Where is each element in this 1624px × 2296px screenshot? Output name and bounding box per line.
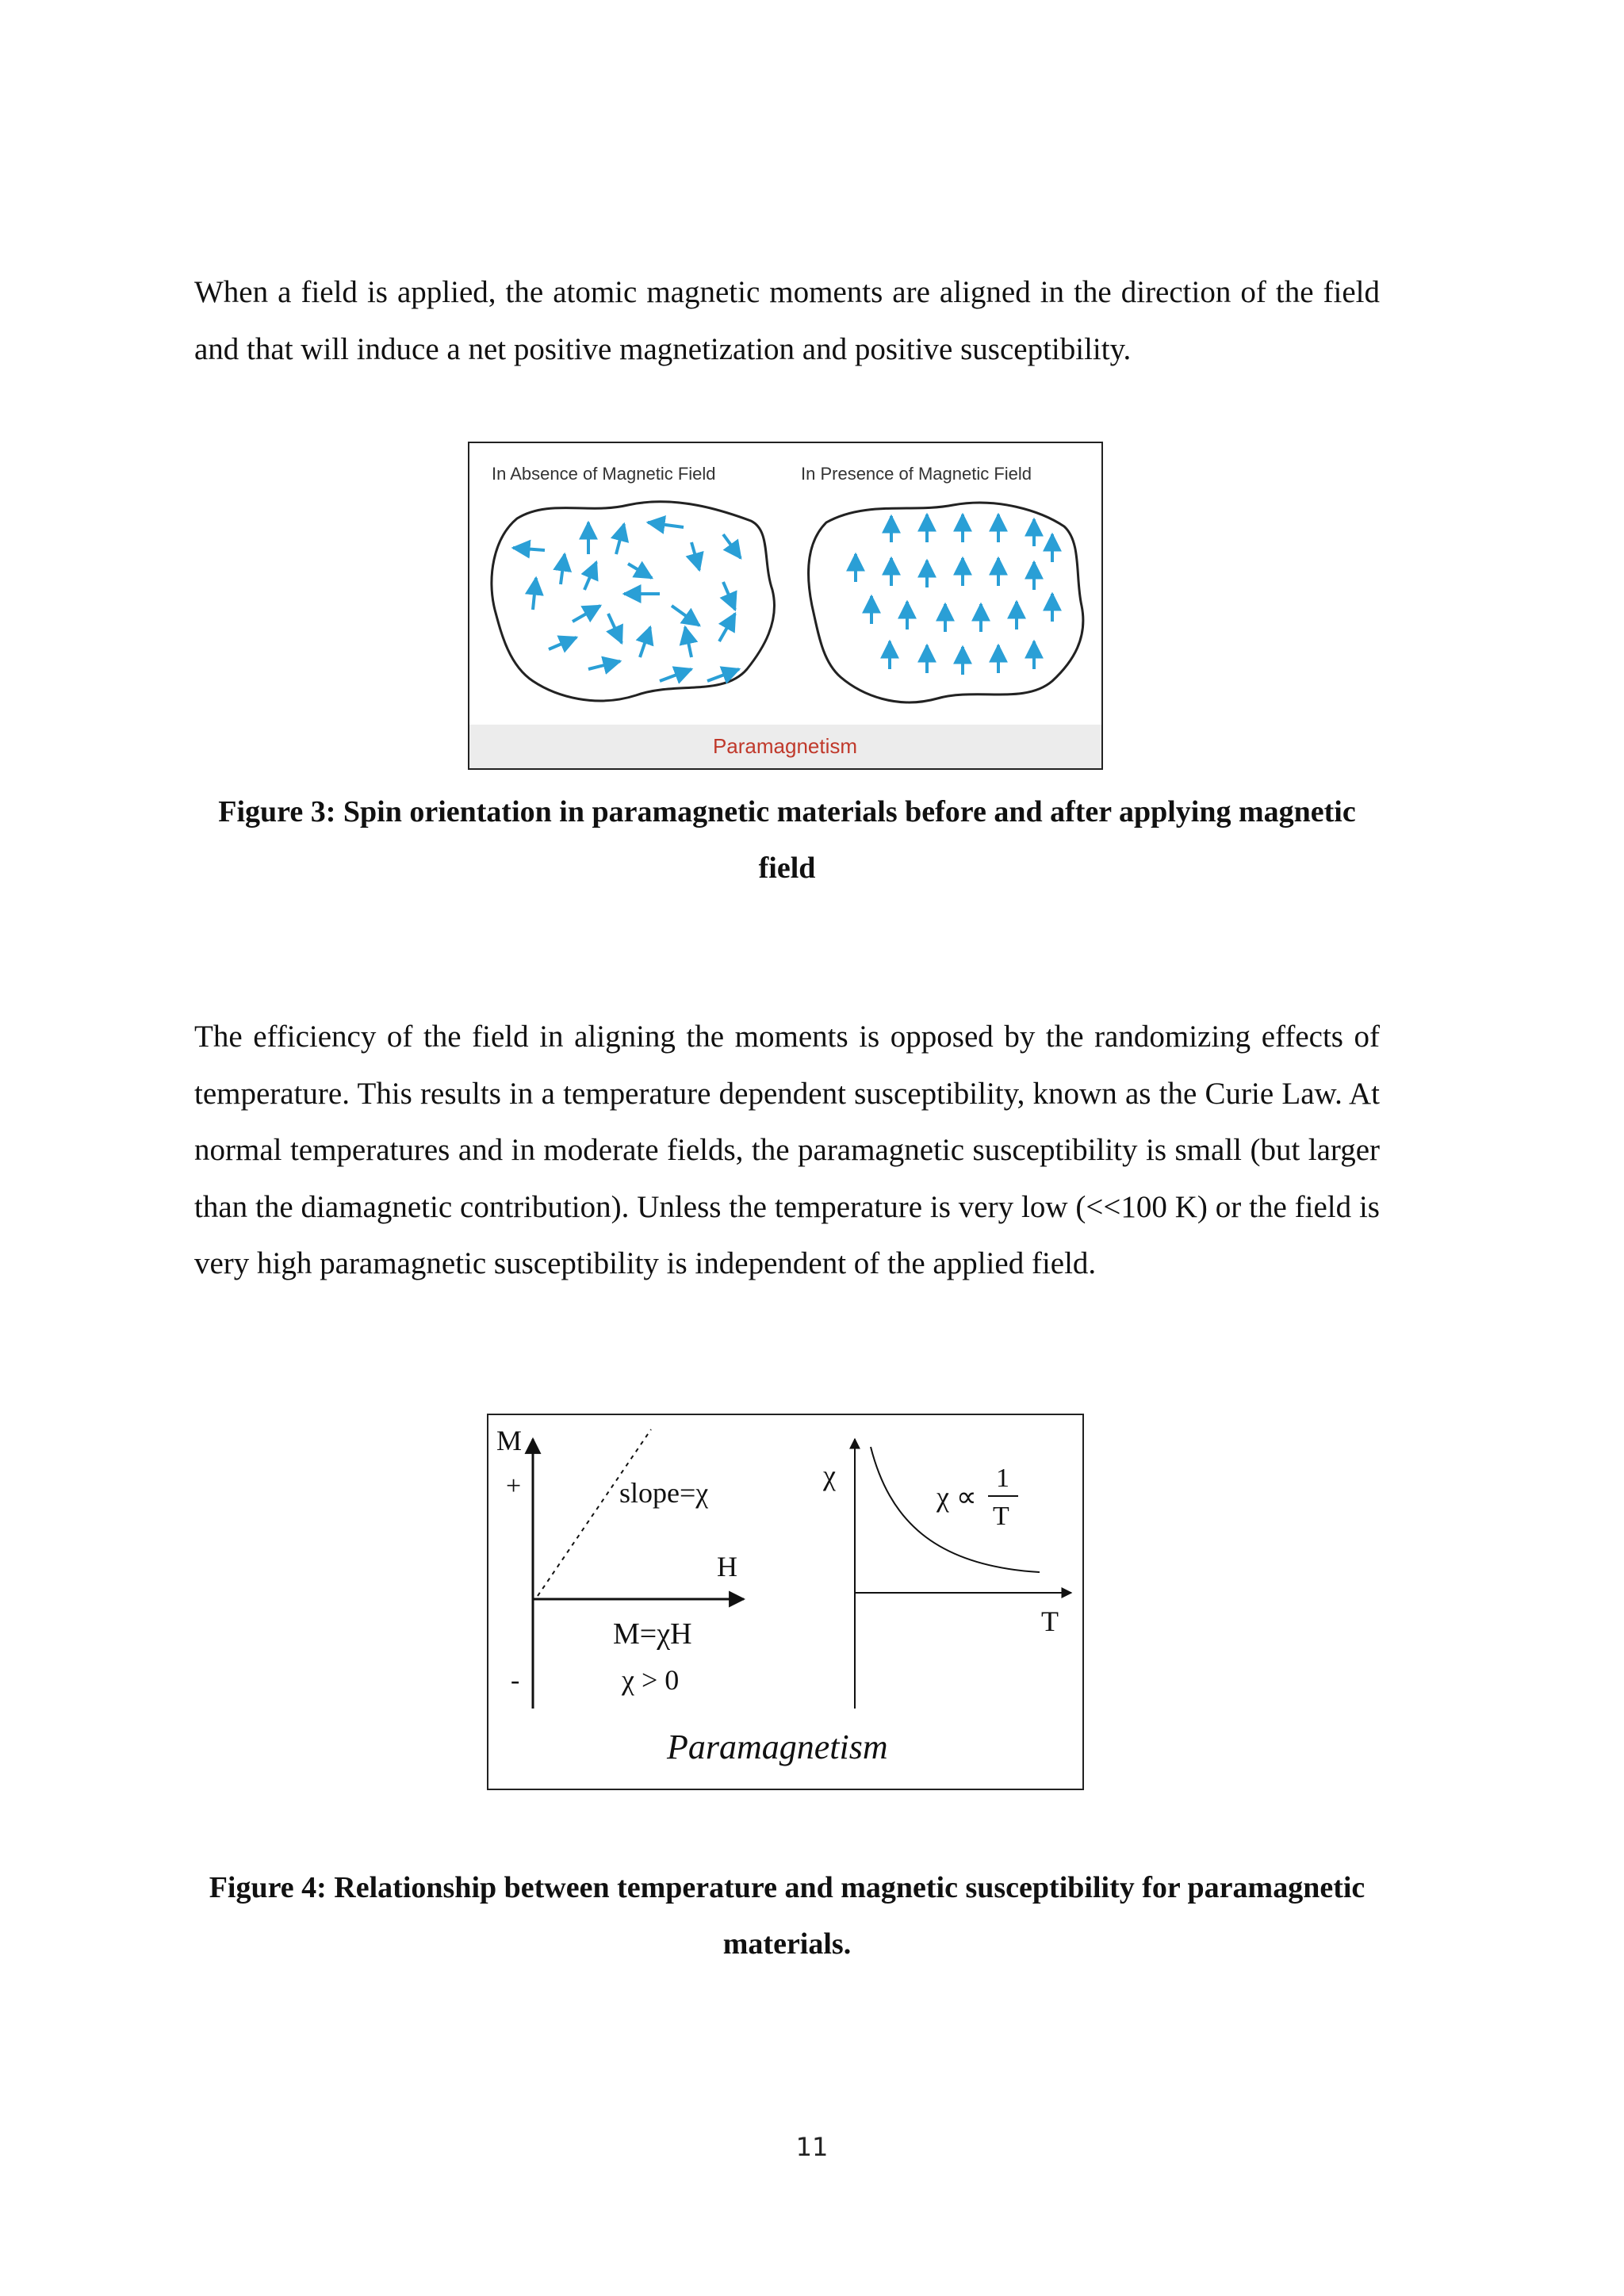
curie-law-numerator: 1	[996, 1464, 1009, 1493]
spin-orientation-diagram	[469, 443, 1101, 768]
minus-sign: -	[511, 1666, 520, 1695]
paramagnetism-banner-label: Paramagnetism	[712, 734, 858, 758]
paragraph-curie-law: The efficiency of the field in aligning the moments is opposed by the randomizing effects of temperature. This results in a temperature dependent susceptibility, known as the Curie Law. At normal temperatures and in moderate fields, the paramagnetic susceptibility is small (but larger than the diamagnetic contribution). Unless the temperature is very low (<<100 K) or the field is very high paramagnetic susceptibility is independent of the applied field.	[194, 1020, 1380, 1280]
page-number: 11	[795, 2132, 829, 2162]
equation-m-chi-h: M=χH	[613, 1617, 692, 1651]
chi-axis-label: χ	[823, 1460, 836, 1491]
figure-3-image	[468, 442, 1103, 770]
paragraph-field-applied: When a field is applied, the atomic magnetic moments are aligned in the direction of the field and that will induce a net positive magnetization and positive susceptibility.	[194, 275, 1380, 366]
h-axis-label: H	[717, 1551, 737, 1582]
figure-4-image	[487, 1414, 1084, 1790]
presence-label: In Presence of Magnetic Field	[801, 464, 1032, 484]
curie-law-prefix: χ ∝	[936, 1481, 977, 1513]
paramagnetism-graphs	[488, 1415, 1082, 1789]
figure-3-caption: Figure 3: Spin orientation in paramagnetic materials before and after applying magnetic field	[218, 795, 1356, 885]
equation-chi-positive: χ > 0	[622, 1664, 680, 1696]
plus-sign: +	[506, 1471, 522, 1501]
absence-label: In Absence of Magnetic Field	[492, 464, 716, 484]
slope-label: slope=χ	[619, 1477, 709, 1509]
curie-law-denominator: T	[993, 1502, 1009, 1531]
slope-dashed-line	[538, 1429, 651, 1596]
m-axis-label: M	[496, 1425, 523, 1456]
t-axis-label: T	[1041, 1605, 1059, 1637]
paramagnetism-graph-title: Paramagnetism	[667, 1728, 888, 1766]
figure-4-caption: Figure 4: Relationship between temperature and magnetic susceptibility for paramagnetic materials.	[209, 1871, 1365, 1961]
